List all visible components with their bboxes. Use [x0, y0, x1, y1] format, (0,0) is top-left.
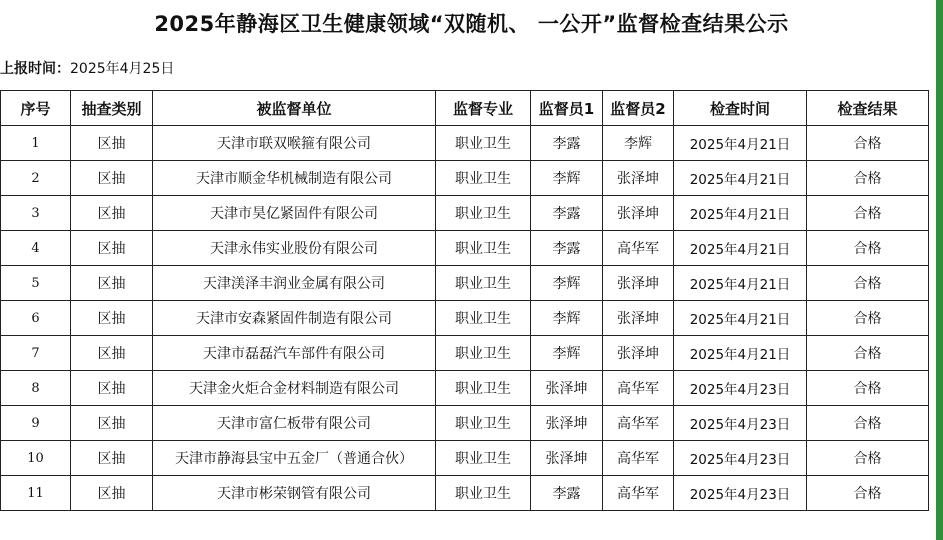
cell-seq[interactable]: 1 [1, 126, 71, 161]
report-time-line [0, 58, 174, 78]
cell-category[interactable]: 区抽 [71, 161, 153, 196]
cell-specialty[interactable]: 职业卫生 [436, 406, 531, 441]
cell-category[interactable]: 区抽 [71, 196, 153, 231]
cell-inspector-2[interactable]: 张泽坤 [603, 196, 674, 231]
cell-unit[interactable]: 天津永伟实业股份有限公司 [153, 231, 436, 266]
cell-inspector-2[interactable]: 张泽坤 [603, 301, 674, 336]
cell-inspector-2[interactable]: 高华军 [603, 441, 674, 476]
cell-category[interactable]: 区抽 [71, 266, 153, 301]
cell-category[interactable]: 区抽 [71, 231, 153, 266]
report-time-value: 2025年4月25日 [70, 61, 175, 77]
table-row [1, 371, 929, 406]
header-inspector-1[interactable]: 监督员1 [531, 91, 603, 126]
cell-specialty[interactable]: 职业卫生 [436, 336, 531, 371]
cell-inspector-1[interactable]: 李露 [531, 231, 603, 266]
cell-category[interactable]: 区抽 [71, 301, 153, 336]
cell-seq[interactable]: 3 [1, 196, 71, 231]
cell-inspector-1[interactable]: 李辉 [531, 161, 603, 196]
cell-result[interactable]: 合格 [807, 161, 929, 196]
cell-specialty[interactable]: 职业卫生 [436, 266, 531, 301]
cell-specialty[interactable]: 职业卫生 [436, 301, 531, 336]
cell-seq[interactable]: 2 [1, 161, 71, 196]
cell-inspection-date[interactable]: 2025年4月23日 [674, 406, 807, 441]
cell-unit[interactable]: 天津金火炬合金材料制造有限公司 [153, 371, 436, 406]
cell-seq[interactable]: 7 [1, 336, 71, 371]
cell-inspector-2[interactable]: 高华军 [603, 371, 674, 406]
cell-inspection-date[interactable]: 2025年4月21日 [674, 301, 807, 336]
table-row [1, 231, 929, 266]
report-time-label: 上报时间： [0, 61, 70, 77]
cell-inspector-1[interactable]: 李露 [531, 476, 603, 511]
cell-specialty[interactable]: 职业卫生 [436, 476, 531, 511]
cell-inspection-date[interactable]: 2025年4月21日 [674, 231, 807, 266]
header-category[interactable]: 抽查类别 [71, 91, 153, 126]
header-specialty[interactable]: 监督专业 [436, 91, 531, 126]
cell-category[interactable]: 区抽 [71, 441, 153, 476]
cell-seq[interactable]: 5 [1, 266, 71, 301]
cell-inspector-2[interactable]: 高华军 [603, 231, 674, 266]
cell-seq[interactable]: 4 [1, 231, 71, 266]
cell-category[interactable]: 区抽 [71, 126, 153, 161]
cell-inspection-date[interactable]: 2025年4月23日 [674, 371, 807, 406]
cell-inspection-date[interactable]: 2025年4月21日 [674, 161, 807, 196]
cell-inspection-date[interactable]: 2025年4月23日 [674, 476, 807, 511]
header-result[interactable]: 检查结果 [807, 91, 929, 126]
cell-inspection-date[interactable]: 2025年4月21日 [674, 196, 807, 231]
cell-unit[interactable]: 天津市联双喉箍有限公司 [153, 126, 436, 161]
table-row [1, 126, 929, 161]
table-body [1, 126, 929, 511]
header-inspection-date[interactable]: 检查时间 [674, 91, 807, 126]
cell-result[interactable]: 合格 [807, 336, 929, 371]
results-table [0, 90, 929, 511]
cell-seq[interactable]: 8 [1, 371, 71, 406]
cell-unit[interactable]: 天津市静海县宝中五金厂（普通合伙） [153, 441, 436, 476]
table-header-row [1, 91, 929, 126]
cell-unit[interactable]: 天津市彬荣钢管有限公司 [153, 476, 436, 511]
cell-unit[interactable]: 天津市富仁板带有限公司 [153, 406, 436, 441]
cell-result[interactable]: 合格 [807, 126, 929, 161]
cell-specialty[interactable]: 职业卫生 [436, 371, 531, 406]
cell-unit[interactable]: 天津市顺金华机械制造有限公司 [153, 161, 436, 196]
cell-category[interactable]: 区抽 [71, 336, 153, 371]
cell-inspector-1[interactable]: 李露 [531, 196, 603, 231]
cell-result[interactable]: 合格 [807, 196, 929, 231]
cell-inspector-2[interactable]: 张泽坤 [603, 161, 674, 196]
cell-unit[interactable]: 天津市安森紧固件制造有限公司 [153, 301, 436, 336]
table-row [1, 301, 929, 336]
cell-specialty[interactable]: 职业卫生 [436, 441, 531, 476]
cell-inspector-2[interactable]: 张泽坤 [603, 336, 674, 371]
cell-inspector-2[interactable]: 高华军 [603, 406, 674, 441]
cell-result[interactable]: 合格 [807, 476, 929, 511]
cell-result[interactable]: 合格 [807, 231, 929, 266]
cell-specialty[interactable]: 职业卫生 [436, 161, 531, 196]
cell-inspector-1[interactable]: 李辉 [531, 266, 603, 301]
cell-inspector-2[interactable]: 李辉 [603, 126, 674, 161]
header-seq[interactable]: 序号 [1, 91, 71, 126]
cell-result[interactable]: 合格 [807, 371, 929, 406]
table-row [1, 406, 929, 441]
cell-category[interactable]: 区抽 [71, 371, 153, 406]
table-row [1, 266, 929, 301]
cell-result[interactable]: 合格 [807, 406, 929, 441]
cell-inspection-date[interactable]: 2025年4月21日 [674, 126, 807, 161]
cell-seq[interactable]: 10 [1, 441, 71, 476]
cell-unit[interactable]: 天津市昊亿紧固件有限公司 [153, 196, 436, 231]
cell-inspector-1[interactable]: 李辉 [531, 301, 603, 336]
cell-seq[interactable]: 6 [1, 301, 71, 336]
cell-inspector-1[interactable]: 李露 [531, 126, 603, 161]
table-row [1, 441, 929, 476]
cell-seq[interactable]: 11 [1, 476, 71, 511]
table-row [1, 336, 929, 371]
cell-category[interactable]: 区抽 [71, 406, 153, 441]
cell-inspector-2[interactable]: 张泽坤 [603, 266, 674, 301]
cell-result[interactable]: 合格 [807, 266, 929, 301]
cell-unit[interactable]: 天津渼泽丰润业金属有限公司 [153, 266, 436, 301]
cell-inspection-date[interactable]: 2025年4月23日 [674, 441, 807, 476]
table-row [1, 476, 929, 511]
cell-inspection-date[interactable]: 2025年4月21日 [674, 266, 807, 301]
cell-inspector-1[interactable]: 张泽坤 [531, 441, 603, 476]
window-edge [936, 0, 943, 540]
cell-specialty[interactable]: 职业卫生 [436, 231, 531, 266]
header-inspector-2[interactable]: 监督员2 [603, 91, 674, 126]
cell-unit[interactable]: 天津市磊磊汽车部件有限公司 [153, 336, 436, 371]
cell-inspection-date[interactable]: 2025年4月21日 [674, 336, 807, 371]
table-row [1, 196, 929, 231]
cell-specialty[interactable]: 职业卫生 [436, 126, 531, 161]
cell-specialty[interactable]: 职业卫生 [436, 196, 531, 231]
cell-inspector-2[interactable]: 高华军 [603, 476, 674, 511]
document-title: 2025年静海区卫生健康领域“双随机、 一公开”监督检查结果公示 [154, 12, 789, 36]
cell-seq[interactable]: 9 [1, 406, 71, 441]
cell-result[interactable]: 合格 [807, 441, 929, 476]
table-row [1, 161, 929, 196]
cell-category[interactable]: 区抽 [71, 476, 153, 511]
header-unit[interactable]: 被监督单位 [153, 91, 436, 126]
cell-inspector-1[interactable]: 张泽坤 [531, 406, 603, 441]
cell-inspector-1[interactable]: 李辉 [531, 336, 603, 371]
cell-inspector-1[interactable]: 张泽坤 [531, 371, 603, 406]
cell-result[interactable]: 合格 [807, 301, 929, 336]
